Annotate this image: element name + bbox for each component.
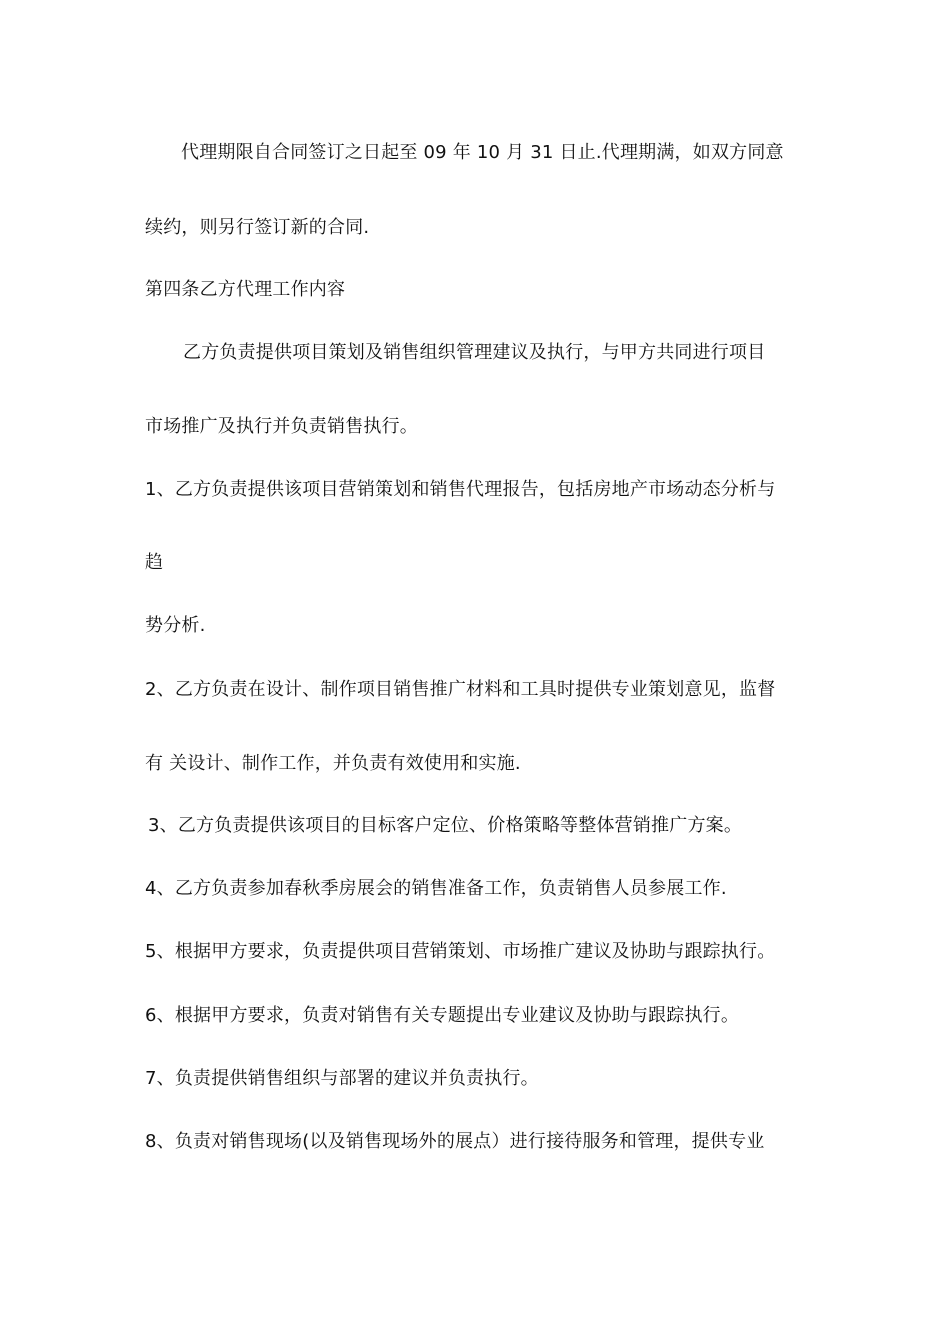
text-line-1: 代理期限自合同签订之日起至 09 年 10 月 31 日止.代理期满，如双方同意 [181,142,784,163]
list-item-1-continuation-a: 趋 [145,552,164,573]
list-item-2: 2、乙方负责在设计、制作项目销售推广材料和工具时提供专业策划意见，监督 [145,679,776,700]
list-item-5: 5、根据甲方要求，负责提供项目营销策划、市场推广建议及协助与跟踪执行。 [145,941,776,962]
list-item-1-continuation-b: 势分析. [145,615,206,636]
list-item-4: 4、乙方负责参加春秋季房展会的销售准备工作，负责销售人员参展工作. [145,878,727,899]
list-item-3: 3、乙方负责提供该项目的目标客户定位、价格策略等整体营销推广方案。 [148,815,743,836]
list-item-6: 6、根据甲方要求，负责对销售有关专题提出专业建议及协助与跟踪执行。 [145,1005,740,1026]
list-item-7: 7、负责提供销售组织与部署的建议并负责执行。 [145,1068,539,1089]
article-heading: 第四条乙方代理工作内容 [145,279,346,300]
text-line-5: 市场推广及执行并负责销售执行。 [145,416,418,437]
text-line-2: 续约，则另行签订新的合同. [145,217,370,238]
list-item-1: 1、乙方负责提供该项目营销策划和销售代理报告，包括房地产市场动态分析与 [145,479,776,500]
text-line-4: 乙方负责提供项目策划及销售组织管理建议及执行，与甲方共同进行项目 [183,342,766,363]
list-item-2-continuation: 有 关设计、制作工作，并负责有效使用和实施. [145,753,521,774]
list-item-8: 8、负责对销售现场(以及销售现场外的展点）进行接待服务和管理，提供专业 [145,1131,765,1152]
